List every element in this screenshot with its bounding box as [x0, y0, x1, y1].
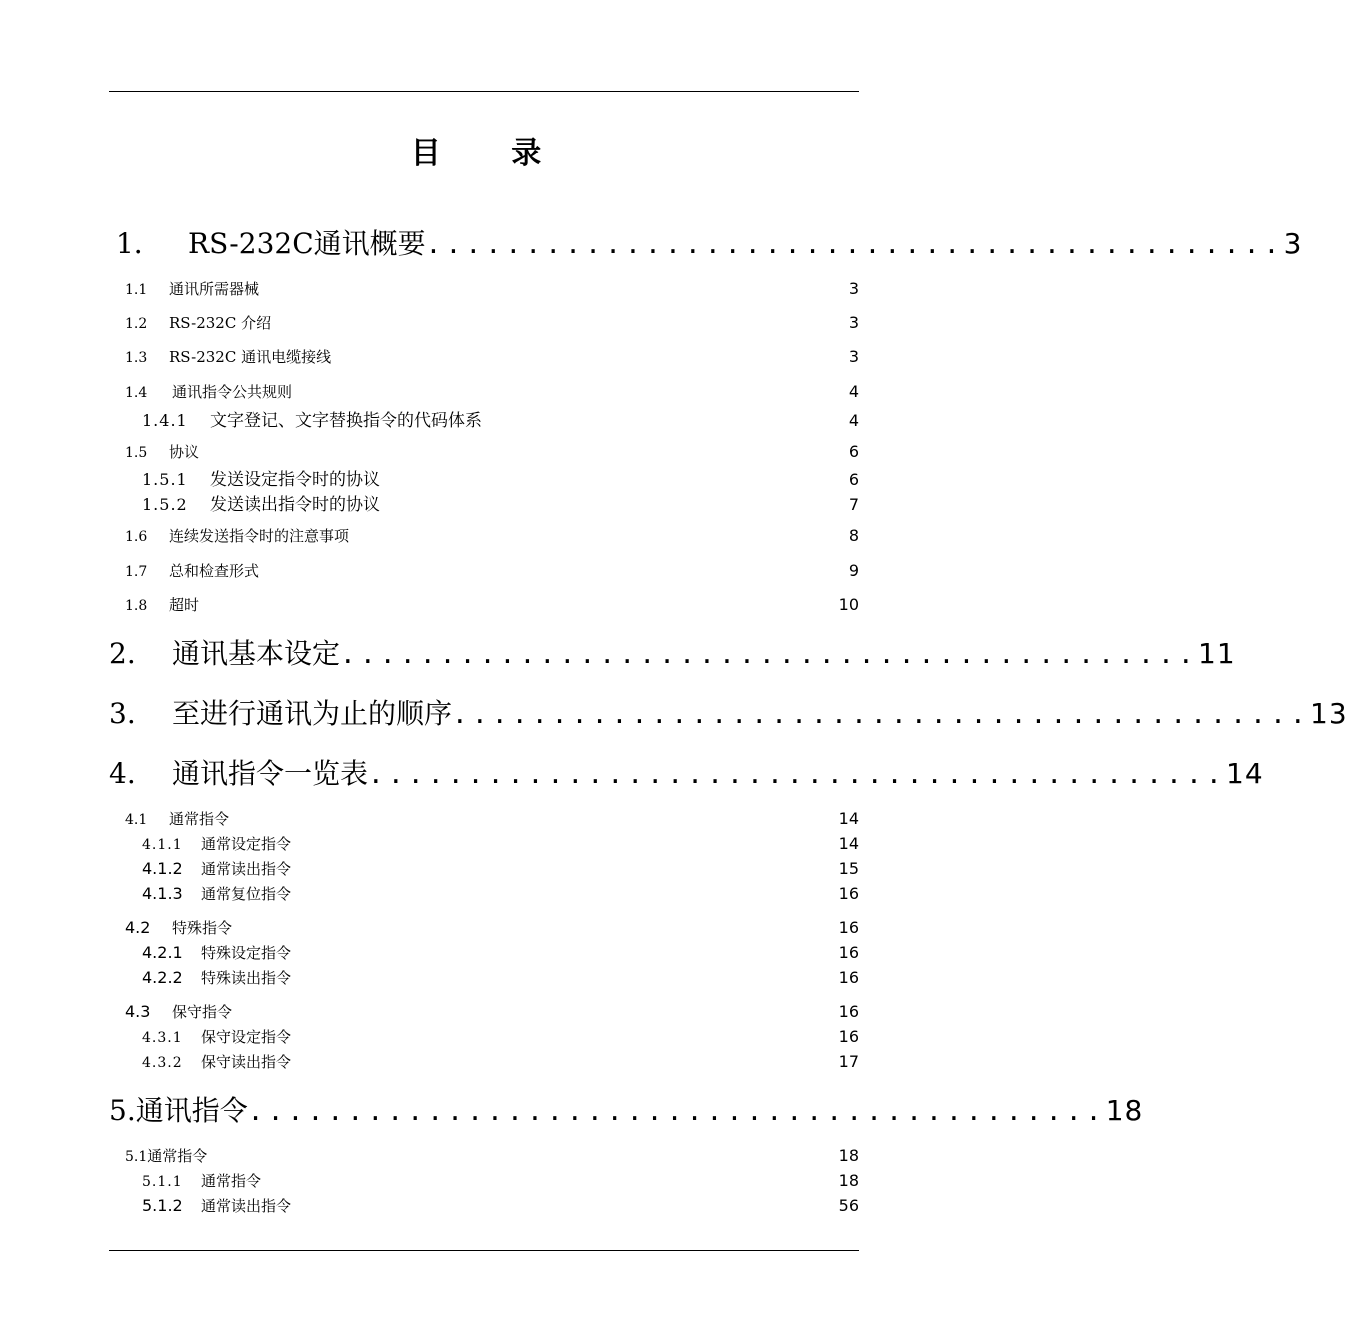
toc-entry-label: 通常指令	[169, 810, 230, 828]
toc-entry-4-1-2[interactable]	[142, 858, 859, 879]
toc-entry-4-3-1[interactable]	[142, 1026, 859, 1047]
toc-entry-number: 4.3	[125, 1002, 151, 1021]
toc-entry-page: 4	[848, 411, 859, 430]
toc-entry-4-2-2[interactable]	[142, 967, 859, 988]
toc-entry-number: 4.1.2	[142, 859, 183, 878]
toc-entry-label: 文字登记、文字替换指令的代码体系	[210, 411, 482, 431]
toc-entry-number: 1.4.1	[142, 411, 188, 430]
toc-entry-page: 16	[838, 943, 859, 962]
toc-entry-number: 4.3.1	[142, 1030, 183, 1046]
toc-entry-number: 4.1.1	[142, 837, 183, 853]
toc-entry-label: 通常读出指令	[201, 1197, 292, 1215]
toc-entry-page: 6	[848, 442, 859, 461]
toc-entry-page: 18	[838, 1171, 859, 1190]
toc-entry-label: 通常复位指令	[201, 885, 292, 903]
toc-entry-1-1[interactable]	[125, 278, 859, 299]
toc-entry-1-3[interactable]	[125, 346, 859, 367]
toc-entry-page: 3	[848, 313, 859, 332]
toc-entry-label: 通讯指令	[135, 1094, 248, 1127]
toc-entry-page: 7	[848, 495, 859, 514]
toc-entry-4-3[interactable]	[125, 1001, 859, 1022]
toc-entry-4-1-1[interactable]	[142, 833, 859, 854]
toc-entry-page: 13	[1310, 697, 1348, 730]
toc-entry-number: 2.	[109, 637, 136, 670]
toc-entry-1-8[interactable]	[125, 594, 859, 615]
toc-entry-number: 4.2	[125, 918, 151, 937]
toc-entry-5-1-1[interactable]	[142, 1170, 859, 1191]
toc-entry-1-4[interactable]	[125, 381, 859, 402]
toc-entry-1-6[interactable]	[125, 525, 859, 546]
toc-entry-number: 1．	[116, 227, 162, 260]
toc-entry-page: 15	[838, 859, 859, 878]
toc-entry-number: 4.1.3	[142, 884, 183, 903]
toc-entry-page: 16	[838, 884, 859, 903]
toc-entry-page: 14	[838, 834, 859, 853]
toc-entry-4-2[interactable]	[125, 917, 859, 938]
toc-entry-label: 通讯指令公共规则	[172, 383, 293, 401]
toc-entry-label: 总和检查形式	[169, 562, 260, 580]
toc-entry-1-5-2[interactable]	[142, 490, 859, 515]
toc-entry-chapter-3[interactable]	[109, 692, 1348, 732]
toc-entry-label: 发送设定指令时的协议	[210, 470, 380, 490]
toc-entry-4-2-1[interactable]	[142, 942, 859, 963]
toc-entry-chapter-4[interactable]	[109, 752, 1264, 792]
toc-entry-5-1[interactable]	[125, 1145, 859, 1166]
toc-entry-page: 16	[838, 1002, 859, 1021]
toc-entry-label: 通常指令	[201, 1172, 262, 1190]
toc-entry-number: 4.1	[125, 812, 148, 828]
toc-entry-label: 保守指令	[172, 1003, 233, 1021]
toc-entry-label: RS-232C 通讯电缆接线	[169, 348, 332, 366]
toc-entry-number: 4.2.2	[142, 968, 183, 987]
toc-entry-page: 16	[838, 918, 859, 937]
toc-entry-4-1-3[interactable]	[142, 883, 859, 904]
toc-entry-label: 保守读出指令	[201, 1053, 292, 1071]
toc-entry-page: 14	[1226, 757, 1264, 790]
toc-entry-chapter-5[interactable]	[109, 1089, 1144, 1129]
toc-entry-1-4-1[interactable]	[142, 406, 859, 431]
toc-dot-leader: ...........................................	[368, 760, 1227, 790]
toc-entry-page: 6	[848, 470, 859, 489]
toc-entry-1-2[interactable]	[125, 312, 859, 333]
toc-entry-page: 3	[848, 279, 859, 298]
toc-entry-label: 特殊设定指令	[201, 944, 292, 962]
toc-entry-page: 8	[848, 526, 859, 545]
toc-entry-number: 4.3.2	[142, 1055, 183, 1071]
toc-entry-page: 14	[838, 809, 859, 828]
toc-entry-1-7[interactable]	[125, 560, 859, 581]
footer-rule	[109, 1250, 859, 1251]
toc-entry-label: 通讯基本设定	[172, 637, 341, 670]
toc-entry-1-5[interactable]	[125, 441, 859, 462]
toc-entry-number: 5.1.2	[142, 1196, 183, 1215]
toc-entry-1-5-1[interactable]	[142, 465, 859, 490]
toc-entry-label: 特殊读出指令	[201, 969, 292, 987]
toc-entry-page: 56	[838, 1196, 859, 1215]
toc-entry-number: 5.1.1	[142, 1174, 183, 1190]
toc-entry-label: RS-232C通讯概要	[188, 227, 426, 260]
toc-entry-page: 9	[848, 561, 859, 580]
toc-title: 目 录	[410, 136, 572, 171]
toc-entry-number: 3.	[109, 697, 136, 730]
toc-entry-number: 4.2.1	[142, 943, 183, 962]
toc-dot-leader: ...........................................	[247, 1097, 1106, 1127]
toc-entry-label: 发送读出指令时的协议	[210, 495, 380, 515]
toc-entry-4-3-2[interactable]	[142, 1051, 859, 1072]
toc-entry-chapter-2[interactable]	[109, 632, 1236, 672]
toc-entry-page: 18	[1105, 1094, 1144, 1127]
toc-entry-number: 1.6	[125, 529, 148, 545]
toc-entry-number: 1.1	[125, 282, 148, 298]
toc-dot-leader: ...........................................	[425, 230, 1284, 260]
toc-entry-number: 5.1	[125, 1149, 148, 1165]
toc-entry-label: 特殊指令	[172, 919, 233, 937]
toc-dot-leader: ...........................................	[340, 640, 1199, 670]
toc-entry-label: 通常指令	[147, 1147, 208, 1165]
toc-entry-label: 保守设定指令	[201, 1028, 292, 1046]
toc-entry-number: 1.5.2	[142, 495, 188, 514]
toc-entry-page: 10	[838, 595, 859, 614]
toc-entry-page: 4	[848, 382, 859, 401]
toc-entry-label: 至进行通讯为止的顺序	[172, 697, 453, 730]
toc-entry-label: 超时	[169, 596, 200, 614]
toc-entry-page: 3	[1283, 227, 1303, 260]
toc-entry-label: 通常设定指令	[201, 835, 292, 853]
toc-entry-chapter-1[interactable]	[116, 222, 1303, 262]
toc-entry-page: 3	[848, 347, 859, 366]
toc-entry-number: 1.8	[125, 598, 148, 614]
toc-entry-label: 通讯所需器械	[169, 280, 260, 298]
toc-entry-number: 1.3	[125, 350, 148, 366]
toc-entry-number: 1.7	[125, 564, 148, 580]
toc-entry-number: 1.5.1	[142, 470, 188, 489]
toc-entry-label: 通讯指令一览表	[172, 757, 369, 790]
toc-entry-page: 11	[1198, 637, 1236, 670]
toc-entry-number: 1.4	[125, 385, 148, 401]
toc-entry-label: 协议	[169, 443, 200, 461]
toc-entry-number: 5.	[109, 1094, 136, 1127]
toc-entry-label: 连续发送指令时的注意事项	[169, 527, 350, 545]
toc-entry-label: RS-232C 介绍	[169, 314, 272, 332]
toc-entry-4-1[interactable]	[125, 808, 859, 829]
toc-entry-number: 4.	[109, 757, 136, 790]
toc-entry-page: 18	[838, 1146, 859, 1165]
toc-dot-leader: ...........................................	[452, 700, 1311, 730]
toc-entry-5-1-2[interactable]	[142, 1195, 859, 1216]
toc-entry-number: 1.5	[125, 445, 148, 461]
toc-entry-page: 16	[838, 968, 859, 987]
toc-entry-number: 1.2	[125, 316, 148, 332]
toc-entry-label: 通常读出指令	[201, 860, 292, 878]
toc-entry-page: 17	[838, 1052, 859, 1071]
toc-entry-page: 16	[838, 1027, 859, 1046]
